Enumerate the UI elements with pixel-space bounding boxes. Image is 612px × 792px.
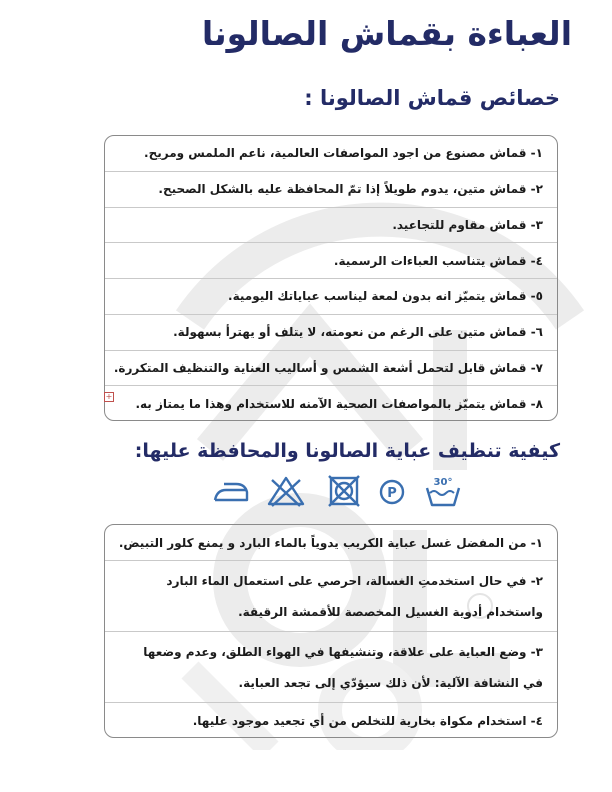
wash-30-icon — [424, 474, 462, 508]
care-item: ٣- وضع العباية على علاقة، وتنشيفها في الهواء الطلق، وعدم وضعها في النشافة الآلية: لأن ذلك سيؤدّي إلى تجعد العباية. — [105, 632, 557, 703]
no-bleach-icon — [266, 474, 306, 508]
feature-item: ٨- قماش يتميّز بالمواصفات الصحية الآمنه للاستخدام وهذا ما يمتاز به. — [135, 397, 543, 412]
dry-clean-letter: P — [387, 486, 397, 501]
no-tumble-dry-icon — [326, 474, 362, 508]
care-item: ٢- في حال استخدمتِ الغسالة، احرصي على استعمال الماء البارد واستخدام أدوية الغسيل المخصصة للأقمشة الرقيقة. — [105, 561, 557, 632]
feature-item: ١- قماش مصنوع من اجود المواصفات العالمية، ناعم الملمس ومريح. — [105, 136, 557, 172]
expand-marker-icon[interactable]: + — [105, 392, 113, 401]
care-icons — [212, 474, 462, 510]
features-box — [104, 135, 558, 421]
feature-item: ٢- قماش متين، يدوم طويلاً إذا تمّ المحافظة عليه بالشكل الصحيح. — [105, 172, 557, 208]
features-heading: خصائص قماش الصالونا : — [304, 86, 560, 110]
care-box — [104, 524, 558, 738]
feature-item: ٥- قماش يتميّز انه بدون لمعة ليناسب عباياتك اليومية. — [105, 279, 557, 315]
feature-item: ٧- قماش قابل لتحمل أشعة الشمس و أساليب العناية والتنظيف المتكررة. — [105, 351, 557, 387]
iron-icon — [212, 474, 250, 508]
dry-clean-icon — [378, 474, 406, 508]
feature-item: ٤- قماش يتناسب العباءات الرسمية. — [105, 243, 557, 279]
feature-item: ٣- قماش مقاوم للتجاعيد. — [105, 208, 557, 244]
feature-item: ٦- قماش متين على الرغم من نعومته، لا يتلف أو يهترأ بسهولة. — [105, 315, 557, 351]
page-title: العباءة بقماش الصالونا — [201, 14, 572, 53]
care-heading: كيفية تنظيف عباية الصالونا والمحافظة عليها: — [134, 440, 560, 462]
wash-temperature: 30° — [433, 477, 453, 488]
care-item: ٤- استخدام مكواة بخارية للتخلص من أي تجعيد موجود عليها. — [192, 713, 543, 728]
care-item: ١- من المفضل غسل عباية الكريب يدوياً بالماء البارد و يمنع كلور التبيض. — [105, 525, 557, 561]
